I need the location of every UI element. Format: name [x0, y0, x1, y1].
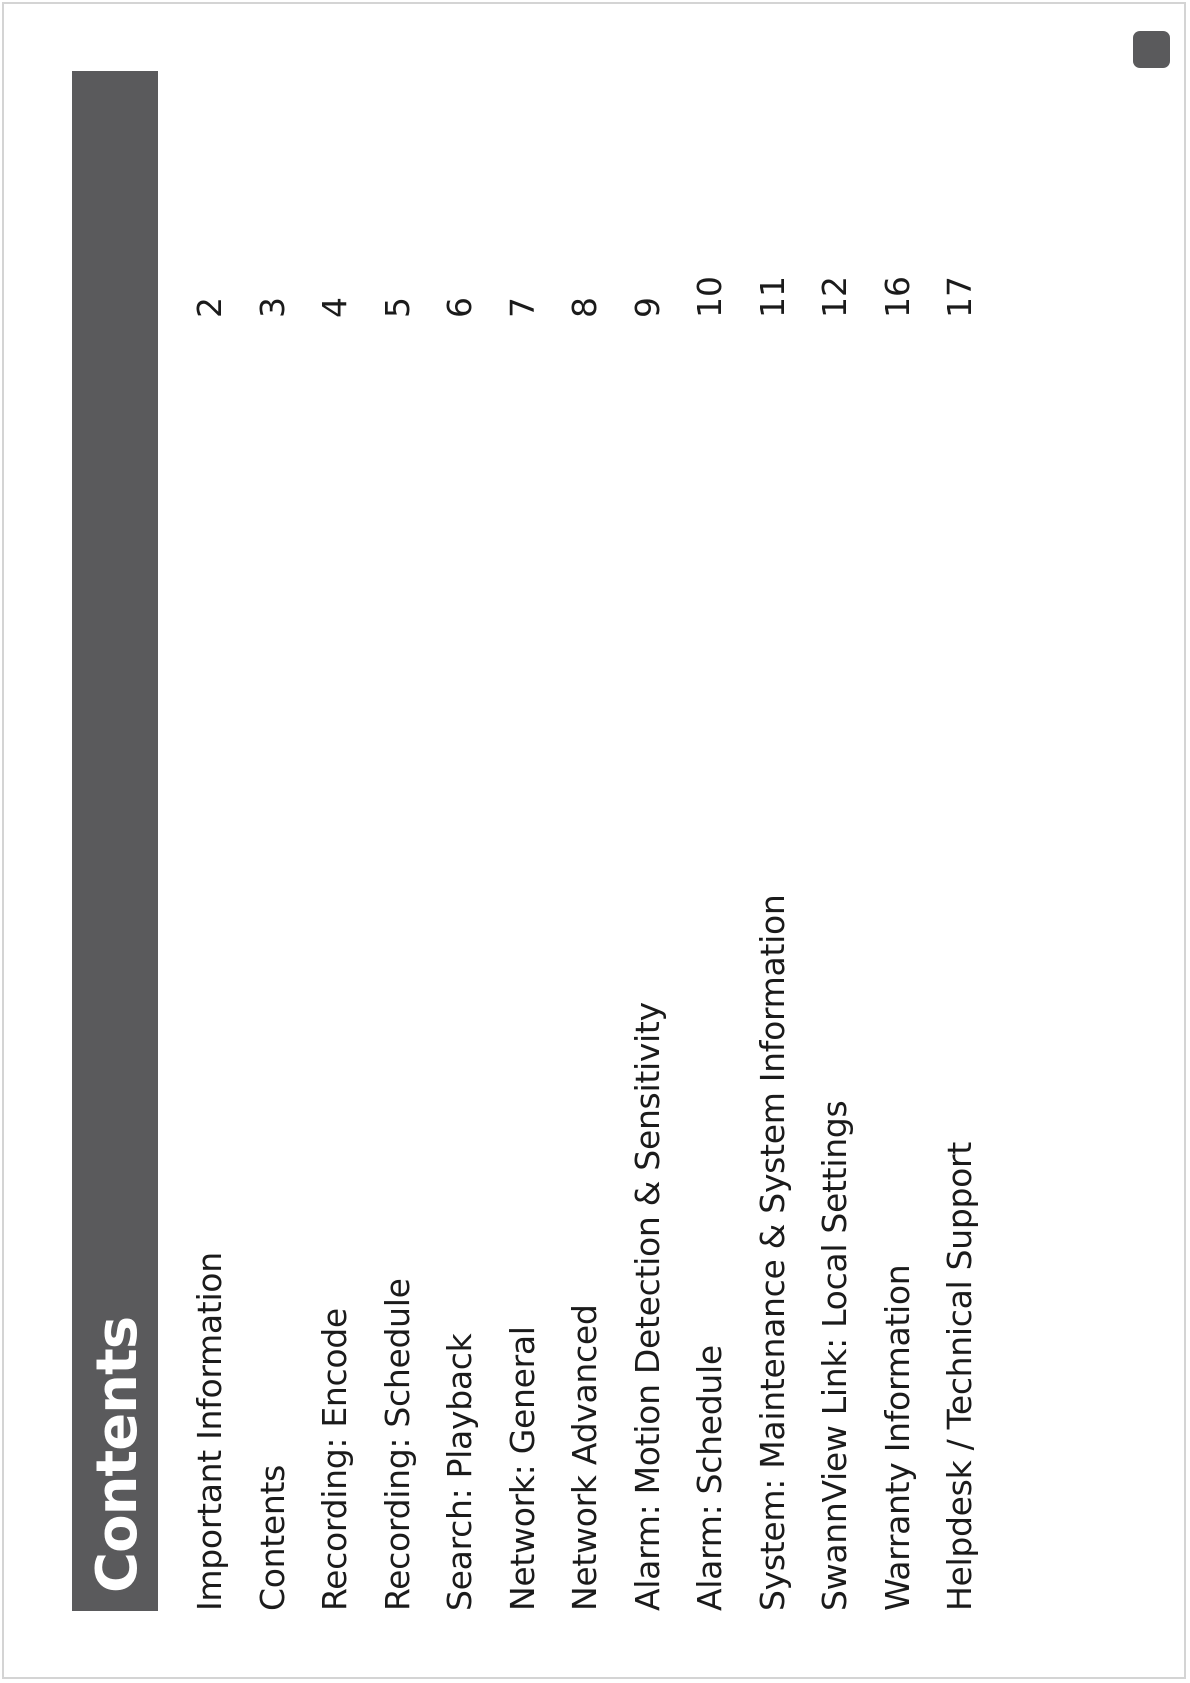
toc-entry[interactable] [251, 71, 314, 1611]
toc-entry[interactable] [501, 71, 564, 1611]
toc-entry-title: Recording: Schedule [377, 1278, 417, 1611]
toc-entry[interactable] [751, 71, 814, 1611]
toc-entry[interactable] [938, 71, 1001, 1611]
toc-entry-title: Contents [252, 1464, 292, 1611]
toc-entry-page: 12 [815, 276, 854, 318]
toc-entry-page: 11 [752, 276, 792, 318]
toc-entry-page: 8 [565, 297, 604, 318]
toc-entry-page: 6 [440, 297, 479, 318]
toc-entry-title: Important Information [190, 1252, 229, 1611]
toc-entry[interactable] [813, 71, 876, 1611]
toc-entry[interactable] [376, 71, 439, 1611]
page-title: Contents [85, 1316, 150, 1593]
toc-entry[interactable] [563, 71, 626, 1611]
toc-entry-title: Helpdesk / Technical Support [940, 1142, 979, 1611]
toc-entry-title: Network Advanced [565, 1304, 604, 1611]
toc-entry[interactable] [876, 71, 939, 1611]
toc-entry[interactable] [188, 71, 251, 1611]
toc-entry-page: 2 [190, 297, 229, 318]
toc-entry-page: 10 [690, 276, 729, 318]
toc-entry-title: SwannView Link: Local Settings [815, 1100, 854, 1611]
table-of-contents [188, 71, 1001, 1611]
toc-entry-title: Search: Playback [440, 1333, 479, 1611]
toc-entry[interactable] [313, 71, 376, 1611]
toc-entry-page: 4 [315, 297, 354, 318]
toc-entry-title: Network: General [502, 1326, 542, 1611]
toc-entry-title: Alarm: Schedule [690, 1345, 729, 1611]
toc-entry-title: Warranty Information [877, 1264, 917, 1611]
toc-entry[interactable] [438, 71, 501, 1611]
title-bar [72, 71, 158, 1611]
toc-entry-page: 17 [940, 276, 979, 318]
toc-entry[interactable] [688, 71, 751, 1611]
toc-entry-title: Recording: Encode [315, 1308, 354, 1611]
toc-entry-page: 16 [877, 276, 917, 318]
toc-entry-page: 5 [377, 297, 417, 318]
toc-entry-page: 9 [627, 297, 667, 318]
toc-entry-page: 3 [252, 297, 292, 318]
toc-entry[interactable] [626, 71, 689, 1611]
toc-entry-title: Alarm: Motion Detection & Sensitivity [627, 1002, 667, 1611]
toc-entry-page: 7 [502, 297, 542, 318]
toc-entry-title: System: Maintenance & System Information [752, 894, 792, 1611]
